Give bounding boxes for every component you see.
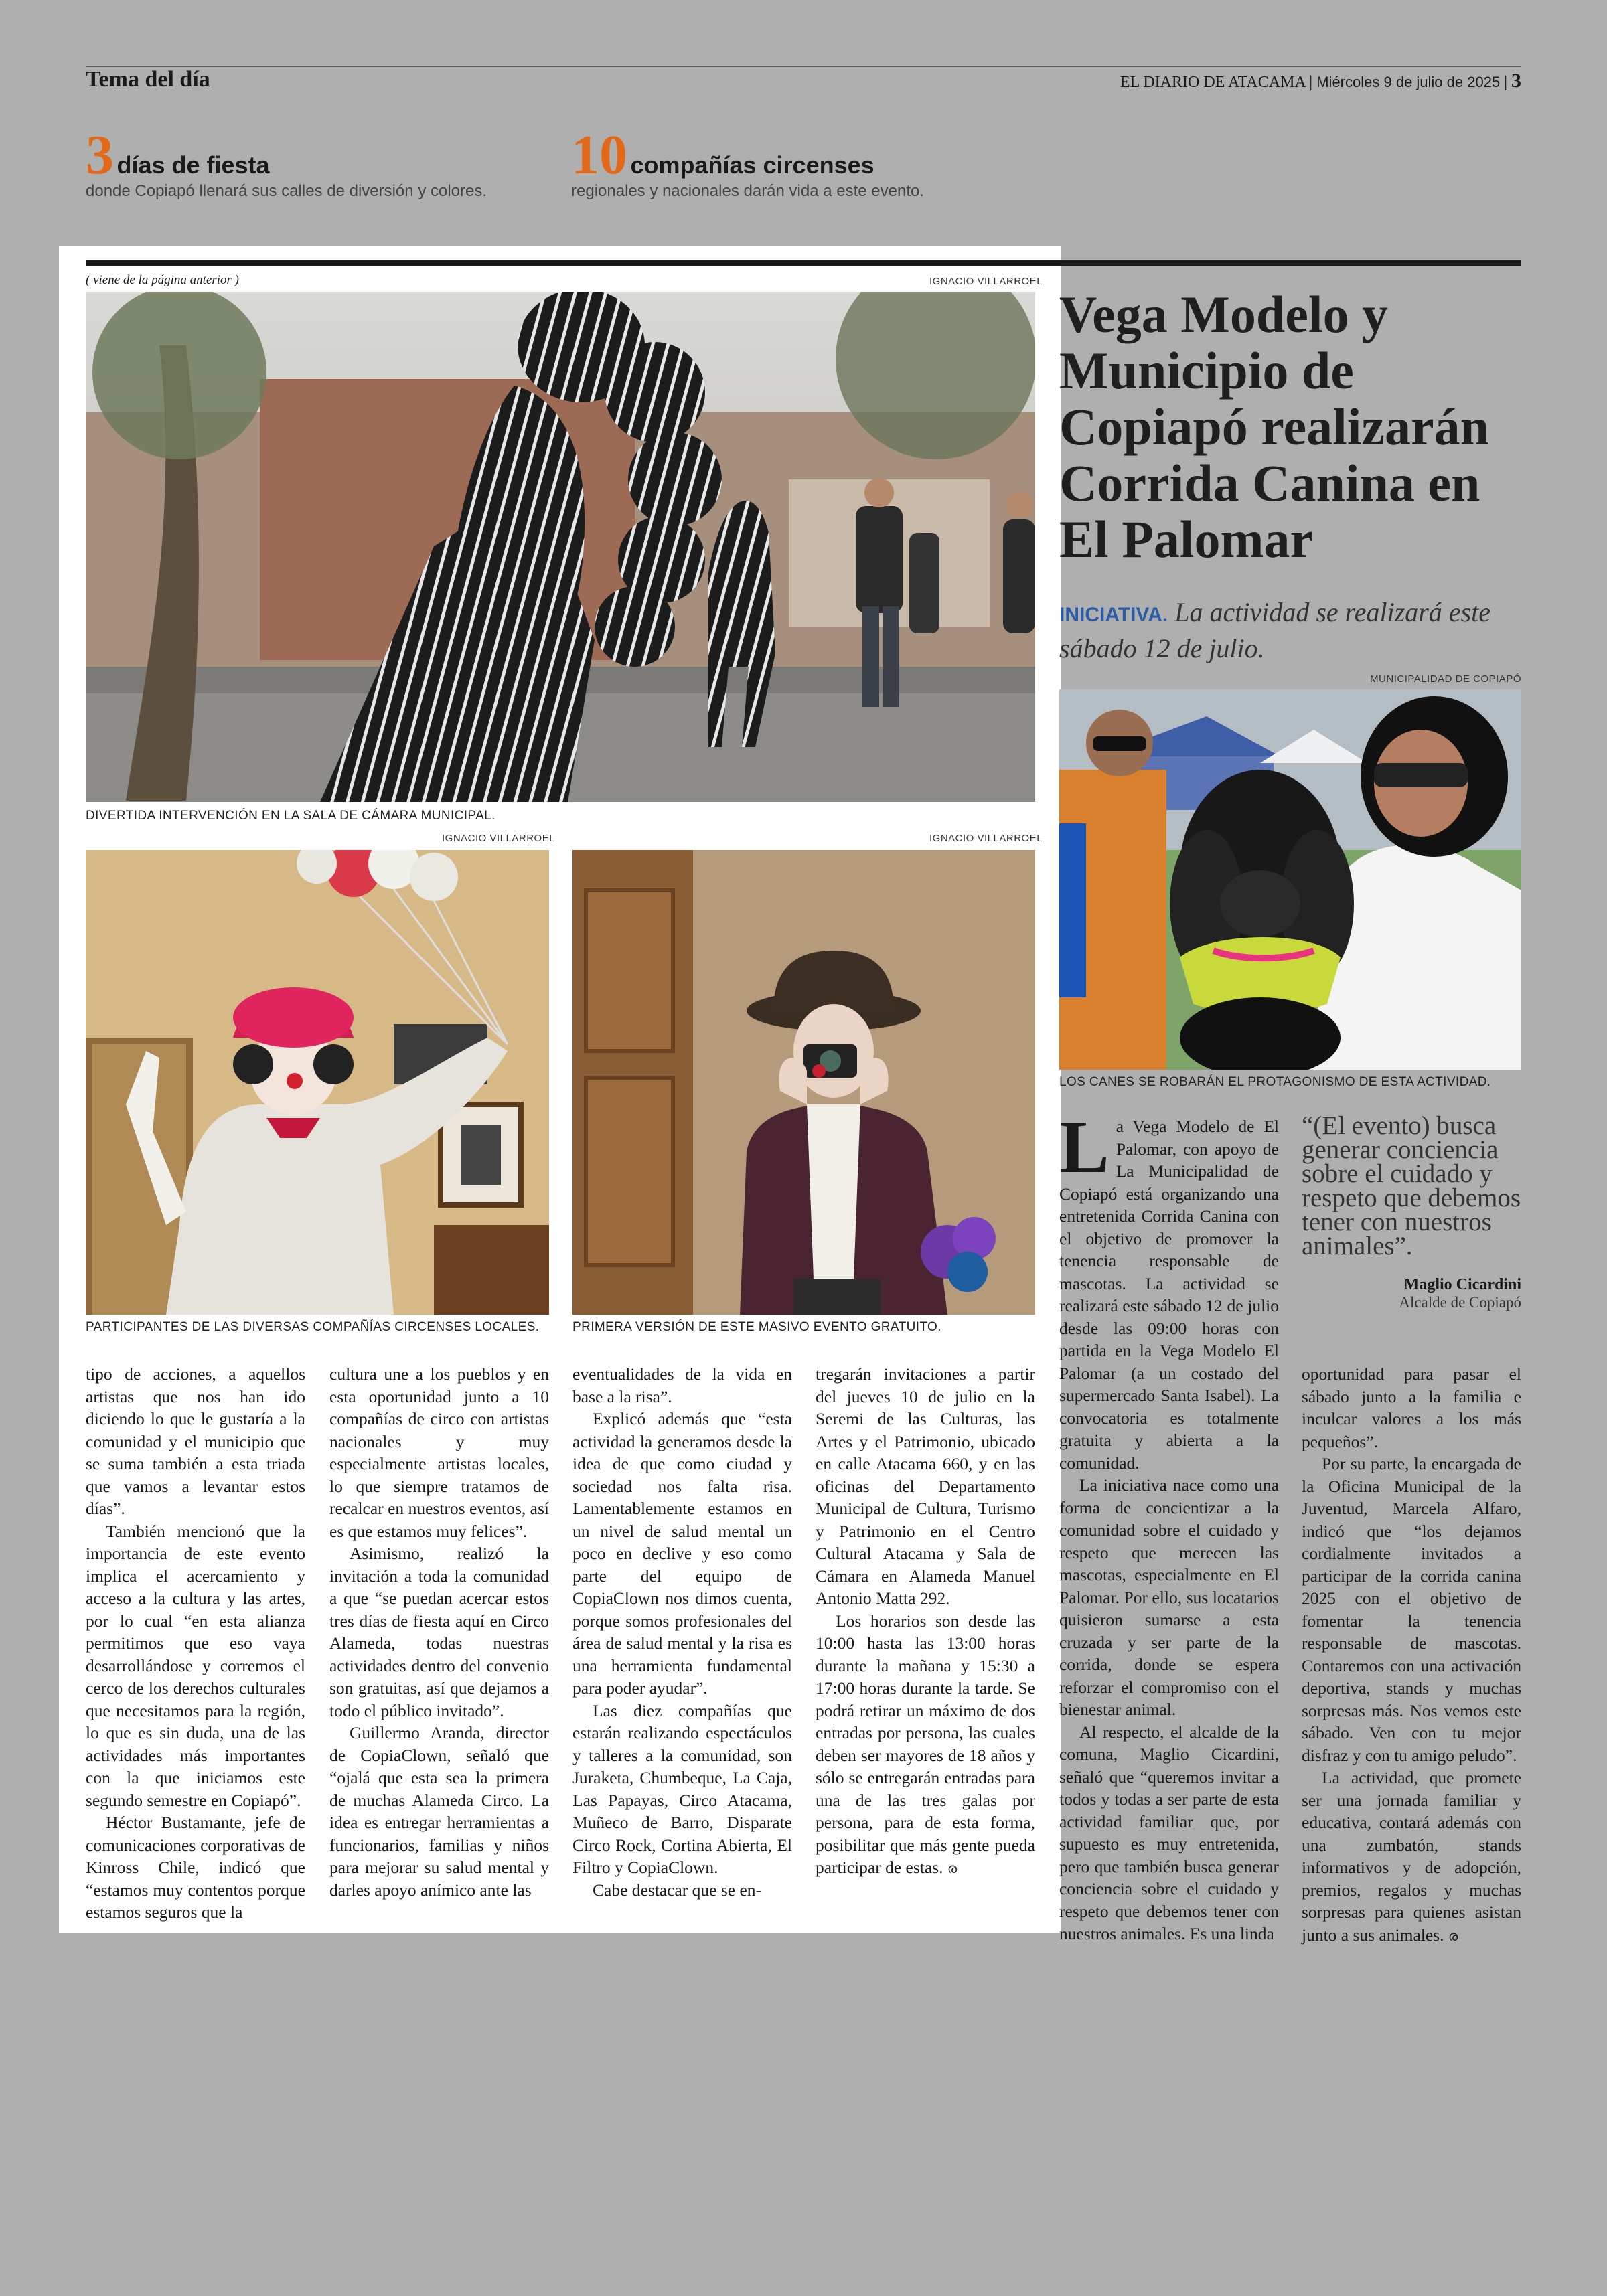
paragraph: Asimismo, realizó la invitación a toda la comunidad a que “se puedan acercar estos tres días de fiesta aquí en Circo Alameda, todas nuestras actividades dentro del convenio son gratuitas, así que dejamos a todo el público invitado”. [329,1544,549,1720]
section-title: Tema del día [86,67,210,92]
quote-attribution [1302,1276,1521,1311]
masthead-separator: | [1309,74,1313,91]
photo-caption: DIVERTIDA INTERVENCIÓN EN LA SALA DE CÁMARA MUNICIPAL. [86,809,495,823]
paragraph: Explicó además que “esta actividad la generamos desde la idea de que como ciudad y sociedad nos falta risa. Lamentablemente estamos en un nivel de salud mental un poco en declive y eso como parte del equipo de CopiaClown nos dimos cuenta, porque somos profesionales del área de salud mental y la risa es una herramienta fundamental para poder ayudar”. [572,1409,792,1698]
photo-clown-woman [86,850,549,1315]
lead-paragraph: La Vega Modelo de El Palomar, con apoyo de La Municipalidad de Copiapó está organizando una entretenida Corrida Canina con el objetivo de promover la tenencia responsable de mascotas. La actividad se realizará este sábado 12 de julio desde las 09:00 horas con partida en la Vega Modelo El Palomar (a un costado del supermercado Santa Isabel). La convocatoria es totalmente gratuita y abierta a la comunidad. [1059,1106,1279,1473]
photo-credit: MUNICIPALIDAD DE COPIAPÓ [1370,673,1521,685]
headline: Vega Modelo y Municipio de Copiapó realizarán Corrida Canina en El Palomar [1059,285,1490,568]
paragraph: La actividad, que promete ser una jornada familiar y educativa, contará además con una zumbatón, stands informativos y de adopción, premios, regalos y muchas sorpresas para quienes asistan junto a sus animales. ര [1302,1768,1521,1945]
pull-quote: “(El evento) busca generar conciencia sobre el cuidado y respeto que debemos tener con nuestros animales”. [1302,1111,1521,1260]
quote-author: Maglio Cicardini [1403,1276,1521,1293]
photo-mime-graphic [86,292,1035,802]
stat-description: donde Copiapó llenará sus calles de diversión y colores. [86,182,487,200]
paragraph: Guillermo Aranda, director de CopiaClown, señaló que “ojalá que esta sea la primera de muchas Alameda Circo. La idea es entregar herramientas a funcionarios, familias y niños para mejorar su salud mental y darles apoyo anímico ante las [329,1723,549,1900]
kicker-text: La actividad se realizará este sábado 12 de julio. [1059,597,1491,663]
stat-label: compañías circenses [630,151,874,179]
issue-date: Miércoles 9 de julio de 2025 [1316,74,1501,90]
article-column-2 [329,1363,549,1901]
article-column-1 [86,1363,305,1924]
photo-mime-performance [86,292,1035,802]
page-number: 3 [1511,70,1521,92]
paragraph: Por su parte, la encargada de la Oficina Municipal de la Juventud, Marcela Alfaro, indicó que “los dejamos cordialmente invitados a participar de la corrida canina 2025 con el objetivo de fomentar la tenencia responsable de mascotas. Contaremos con una activación deportiva, stands y muchas sorpresas más. Nos vemos este sábado. Ven con tu mejor disfraz y con tu amigo peludo”. [1302,1454,1521,1765]
paper-name: EL DIARIO DE ATACAMA [1120,74,1306,91]
photo-caption: LOS CANES SE ROBARÁN EL PROTAGONISMO DE ESTA ACTIVIDAD. [1059,1075,1491,1089]
paragraph: Héctor Bustamante, jefe de comunicaciones corporativas de Kinross Chile, indicó que “estamos muy contentos porque estamos seguros que la [86,1813,305,1922]
photo-dog-owner [1059,689,1521,1070]
masthead-separator: | [1504,74,1507,91]
paragraph: Las diez compañías que estarán realizando espectáculos y talleres a la comunidad, son Juraketa, Chumbeque, La Caja, Las Papayas, Circo Atacama, Muñeco de Barro, Disparate Circo Rock, Cortina Abierta, El Filtro y CopiaClown. [572,1700,792,1877]
photo-photographer-graphic [572,850,1035,1315]
header-rule [86,66,1521,67]
photo-caption: PARTICIPANTES DE LAS DIVERSAS COMPAÑÍAS CIRCENSES LOCALES. [86,1320,540,1334]
stat-description: regionales y nacionales darán vida a este evento. [571,182,925,200]
end-mark-icon: ര [1448,1927,1458,1944]
photo-clown-graphic [86,850,549,1315]
photo-caption: PRIMERA VERSIÓN DE ESTE MASIVO EVENTO GRATUITO. [572,1320,941,1334]
photo-credit: IGNACIO VILLARROEL [442,833,556,844]
stat-block-days [86,124,554,201]
paragraph: oportunidad para pasar el sábado junto a la familia e inculcar valores a los más pequeños”. [1302,1364,1521,1451]
paragraph: La iniciativa nace como una forma de concientizar a la comunidad sobre el cuidado y respeto que merecen las mascotas, especialmente en El Palomar. Por ello, sus locatarios quisieron sumarse a esta cruzada y ser parte de la corrida, donde se espera reforzar el compromiso con el bienestar animal. [1059,1475,1279,1719]
stat-block-companies [571,124,1040,201]
stat-label: días de fiesta [117,151,270,179]
dropcap: L [1059,1106,1109,1189]
kicker-tag: INICIATIVA. [1059,604,1168,626]
article-column-right-2 [1302,1363,1521,1947]
paragraph: tregarán invitaciones a partir del jueves 10 de julio en la Seremi de las Culturas, las Artes y el Patrimonio, ubicado en calle Atacama 660, y en las oficinas del Departamento Municipal de Cultura, Turismo y Patrimonio en el Centro Cultural Atacama y Sala de Cámara en Alameda Manuel Antonio Matta 292. [816,1364,1035,1608]
paragraph: Al respecto, el alcalde de la comuna, Maglio Cicardini, señaló que “queremos invitar a todos y todas a ser parte de esta actividad familiar que, por supuesto es muy entretenida, pero que también busca generar conciencia sobre el cuidado y respeto que debemos tener con nuestros animales. Es una linda [1059,1722,1279,1943]
paragraph: También mencionó que la importancia de este evento implica el acercamiento y acceso a la cultura y las artes, por lo cual “en esta alianza permitimos que eso vaya desarrollándose y corremos el cerco de los derechos culturales que necesitamos para la región, lo que es sin duda, una de las actividades más importantes con la que iniciamos este segundo semestre en Copiapó”. [86,1521,305,1810]
photo-credit: IGNACIO VILLARROEL [929,833,1043,844]
paragraph: Los horarios son desde las 10:00 hasta las 13:00 horas durante la mañana y 15:30 a 17:00 horas durante la tarde. Se podrá retirar un máximo de dos entradas por persona, las cuales deben ser mayores de 18 años y sólo se entregarán entradas para una de las tres galas por persona, para de esta forma, posibilitar que más gente pueda participar de estas. ര [816,1611,1035,1877]
photo-dog-graphic [1059,689,1521,1070]
stat-number: 3 [86,124,114,186]
top-black-bar [86,260,1521,266]
quote-role: Alcalde de Copiapó [1399,1294,1521,1311]
article-column-3 [572,1363,792,1901]
photo-photographer-clown [572,850,1035,1315]
paragraph: Cabe destacar que se en- [593,1880,762,1900]
masthead [1120,70,1521,92]
paragraph: eventualidades de la vida en base a la risa”. [572,1364,792,1406]
continued-label: ( viene de la página anterior ) [86,273,240,287]
article-column-right-1 [1059,1106,1279,1945]
photo-credit: IGNACIO VILLARROEL [929,276,1043,287]
paragraph: tipo de acciones, a aquellos artistas que nos han ido diciendo lo que le gustaría a la comunidad y el municipio que se suma también a esta triada que vamos a levantar estos días”. [86,1364,305,1518]
article-column-4 [816,1363,1035,1880]
end-mark-icon: ര [947,1860,958,1876]
paragraph: cultura une a los pueblos y en esta oportunidad junto a 10 compañías de circo con artistas nacionales y muy especialmente artistas locales, lo que siempre tratamos de recalcar en nuestros eventos, así es que estamos muy felices”. [329,1364,549,1541]
kicker [1059,596,1528,665]
stat-number: 10 [571,124,627,186]
